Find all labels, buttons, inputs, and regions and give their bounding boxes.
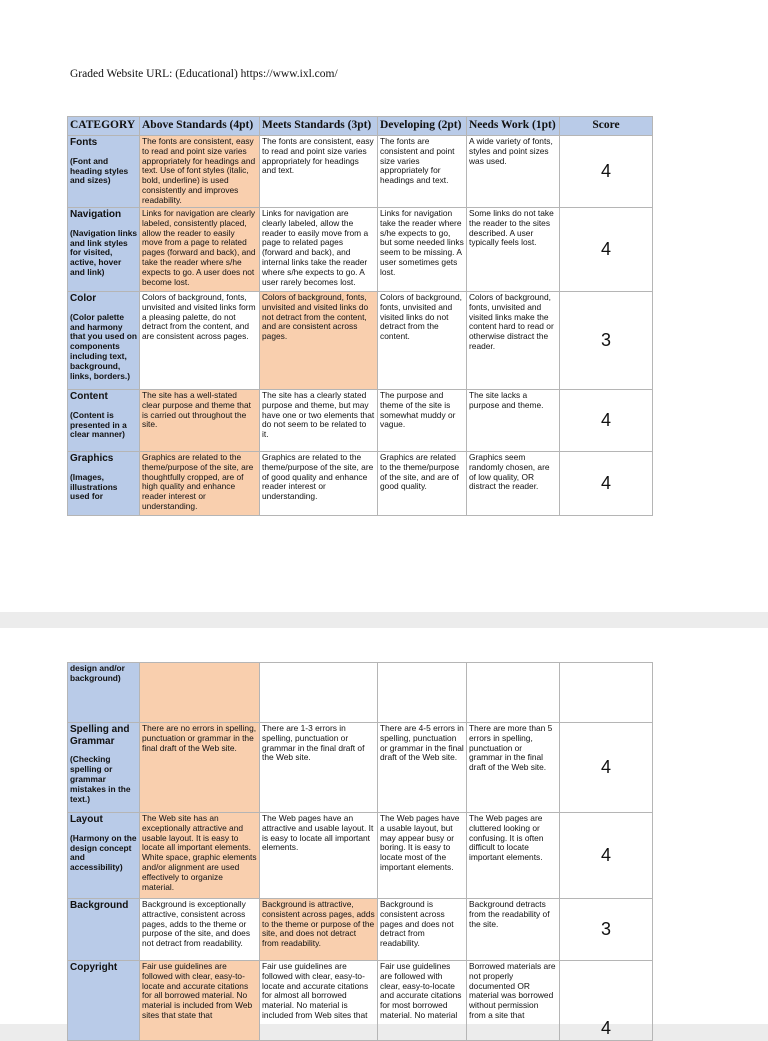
category-cell <box>68 136 140 208</box>
meets-standards-cell: Colors of background, fonts, unvisited and visited links do not detract from the content, and are consistent across pages. <box>260 292 378 390</box>
table-row <box>68 899 653 961</box>
developing-cell: The purpose and theme of the site is somewhat muddy or vague. <box>378 390 467 452</box>
needs-work-cell: The site lacks a purpose and theme. <box>467 390 560 452</box>
category-description: (Checking spelling or grammar mistakes in the text.) <box>70 754 131 804</box>
needs-work-cell: The Web pages are cluttered looking or confusing. It is often difficult to locate important elements. <box>467 813 560 899</box>
category-cell <box>68 899 140 961</box>
meets-standards-cell: Fair use guidelines are followed with clear, easy-to-locate and accurate citations for almost all borrowed material. No material is included from Web sites that <box>260 961 378 1041</box>
developing-cell: Colors of background, fonts, unvisited and visited links do not detract from the content. <box>378 292 467 390</box>
table-row <box>68 452 653 516</box>
category-cell <box>68 208 140 292</box>
developing-cell: Links for navigation take the reader where s/he expects to go, but some needed links seem to be missing. A user sometimes gets lost. <box>378 208 467 292</box>
category-name: Fonts <box>70 137 98 148</box>
rubric-table-continued <box>67 662 653 1041</box>
table-row <box>68 723 653 813</box>
needs-work-cell: Background detracts from the readability of the site. <box>467 899 560 961</box>
table-row <box>68 663 653 723</box>
developing-cell <box>378 663 467 723</box>
category-cell <box>68 452 140 516</box>
needs-work-cell: A wide variety of fonts, styles and point sizes was used. <box>467 136 560 208</box>
category-name: Content <box>70 391 108 402</box>
category-description: (Harmony on the design concept and accessibility) <box>70 832 137 873</box>
needs-work-cell: Graphics seem randomly chosen, are of low quality, OR distract the reader. <box>467 452 560 516</box>
category-name: Graphics <box>70 453 114 464</box>
category-cell <box>68 663 140 723</box>
table-row <box>68 390 653 452</box>
developing-cell: Graphics are related to the theme/purpose of the site, and are of good quality. <box>378 452 467 516</box>
above-standards-cell: There are no errors in spelling, punctuation or grammar in the final draft of the Web site. <box>140 723 260 813</box>
category-description: (Navigation links and link styles for visited, active, hover and link) <box>70 227 138 277</box>
score-cell: 4 <box>560 813 653 899</box>
meets-standards-cell: The Web pages have an attractive and usable layout. It is easy to locate all important elements. <box>260 813 378 899</box>
category-description: (Content is presented in a clear manner) <box>70 409 127 440</box>
developing-cell: There are 4-5 errors in spelling, punctuation or grammar in the final draft of the Web site. <box>378 723 467 813</box>
table-row <box>68 813 653 899</box>
category-cell <box>68 723 140 813</box>
table-row <box>68 208 653 292</box>
meets-standards-cell: Background is attractive, consistent across pages, adds to the theme or purpose of the site, and does not detract from readability. <box>260 899 378 961</box>
table-row <box>68 961 653 1041</box>
header-row <box>68 117 653 136</box>
meets-standards-cell: The fonts are consistent, easy to read and point size varies appropriately for headings and text. <box>260 136 378 208</box>
category-name: Copyright <box>70 962 118 973</box>
column-header-category: CATEGORY <box>68 117 140 136</box>
developing-cell: Fair use guidelines are followed with clear, easy-to-locate and accurate citations for most borrowed material. No material <box>378 961 467 1041</box>
score-cell: 4 <box>560 390 653 452</box>
category-description: (Color palette and harmony that you used on components including text, background, links, borders.) <box>70 311 137 381</box>
score-cell: 4 <box>560 452 653 516</box>
meets-standards-cell: There are 1-3 errors in spelling, punctuation or grammar in the final draft of the Web site. <box>260 723 378 813</box>
above-standards-cell: Fair use guidelines are followed with clear, easy-to-locate and accurate citations for all borrowed material. No material is included from Web sites that state that <box>140 961 260 1041</box>
meets-standards-cell <box>260 663 378 723</box>
category-name: Navigation <box>70 209 122 220</box>
meets-standards-cell: Graphics are related to the theme/purpose of the site, are of good quality and enhance reader interest or understanding. <box>260 452 378 516</box>
category-name: Background <box>70 900 129 911</box>
needs-work-cell: Colors of background, fonts, unvisited and visited links make the content hard to read or otherwise distract the reader. <box>467 292 560 390</box>
category-cell <box>68 292 140 390</box>
score-cell: 4 <box>560 961 653 1041</box>
category-description: (Font and heading styles and sizes) <box>70 155 129 186</box>
above-standards-cell: Colors of background, fonts, unvisited and visited links form a pleasing palette, do not detract from the content, and are consistent across pages. <box>140 292 260 390</box>
table-row <box>68 292 653 390</box>
needs-work-cell: There are more than 5 errors in spelling, punctuation or grammar in the final draft of the Web site. <box>467 723 560 813</box>
score-cell: 4 <box>560 723 653 813</box>
category-description: (Images, illustrations used for <box>70 471 118 502</box>
category-name: Spelling and Grammar <box>70 724 130 747</box>
category-name: Color <box>70 293 97 304</box>
above-standards-cell <box>140 663 260 723</box>
score-cell: 3 <box>560 899 653 961</box>
graded-website-url: Graded Website URL: (Educational) https://www.ixl.com/ <box>70 68 338 80</box>
rubric-table <box>67 116 653 516</box>
score-cell: 3 <box>560 292 653 390</box>
needs-work-cell: Some links do not take the reader to the sites described. A user typically feels lost. <box>467 208 560 292</box>
column-header-score: Score <box>560 117 653 136</box>
category-cell <box>68 813 140 899</box>
category-name: Layout <box>70 814 103 825</box>
meets-standards-cell: The site has a clearly stated purpose and theme, but may have one or two elements that do not seem to be related to it. <box>260 390 378 452</box>
above-standards-cell: Links for navigation are clearly labeled, consistently placed, allow the reader to easily move from a page to related pages (forward and back), and take the reader where s/he expects to go. A user does not become lost. <box>140 208 260 292</box>
above-standards-cell: Background is exceptionally attractive, consistent across pages, adds to the theme or purpose of the site, and does not detract from readability. <box>140 899 260 961</box>
developing-cell: The fonts are consistent and point size varies appropriately for headings and text. <box>378 136 467 208</box>
column-header-developing: Developing (2pt) <box>378 117 467 136</box>
column-header-above-standards: Above Standards (4pt) <box>140 117 260 136</box>
column-header-needs-work: Needs Work (1pt) <box>467 117 560 136</box>
above-standards-cell: Graphics are related to the theme/purpose of the site, are thoughtfully cropped, are of high quality and enhance reader interest or understanding. <box>140 452 260 516</box>
above-standards-cell: The fonts are consistent, easy to read and point size varies appropriately for headings and text. Use of font styles (italic, bold, underline) is used consistently and improves readability. <box>140 136 260 208</box>
category-cell <box>68 961 140 1041</box>
category-description: design and/or background) <box>70 663 125 683</box>
needs-work-cell <box>467 663 560 723</box>
developing-cell: The Web pages have a usable layout, but may appear busy or boring. It is easy to locate most of the important elements. <box>378 813 467 899</box>
meets-standards-cell: Links for navigation are clearly labeled, allow the reader to easily move from a page to related pages (forward and back), and internal links take the reader where s/he expects to go. A user rarely becomes lost. <box>260 208 378 292</box>
above-standards-cell: The site has a well-stated clear purpose and theme that is carried out throughout the site. <box>140 390 260 452</box>
developing-cell: Background is consistent across pages and does not detract from readability. <box>378 899 467 961</box>
score-cell: 4 <box>560 136 653 208</box>
document-page-2 <box>0 628 768 1038</box>
table-row <box>68 136 653 208</box>
above-standards-cell: The Web site has an exceptionally attractive and usable layout. It is easy to locate all important elements. White space, graphic elements and/or alignment are used effectively to organize material. <box>140 813 260 899</box>
column-header-meets-standards: Meets Standards (3pt) <box>260 117 378 136</box>
category-cell <box>68 390 140 452</box>
needs-work-cell: Borrowed materials are not properly documented OR material was borrowed without permission from a site that <box>467 961 560 1041</box>
score-cell <box>560 663 653 723</box>
score-cell: 4 <box>560 208 653 292</box>
